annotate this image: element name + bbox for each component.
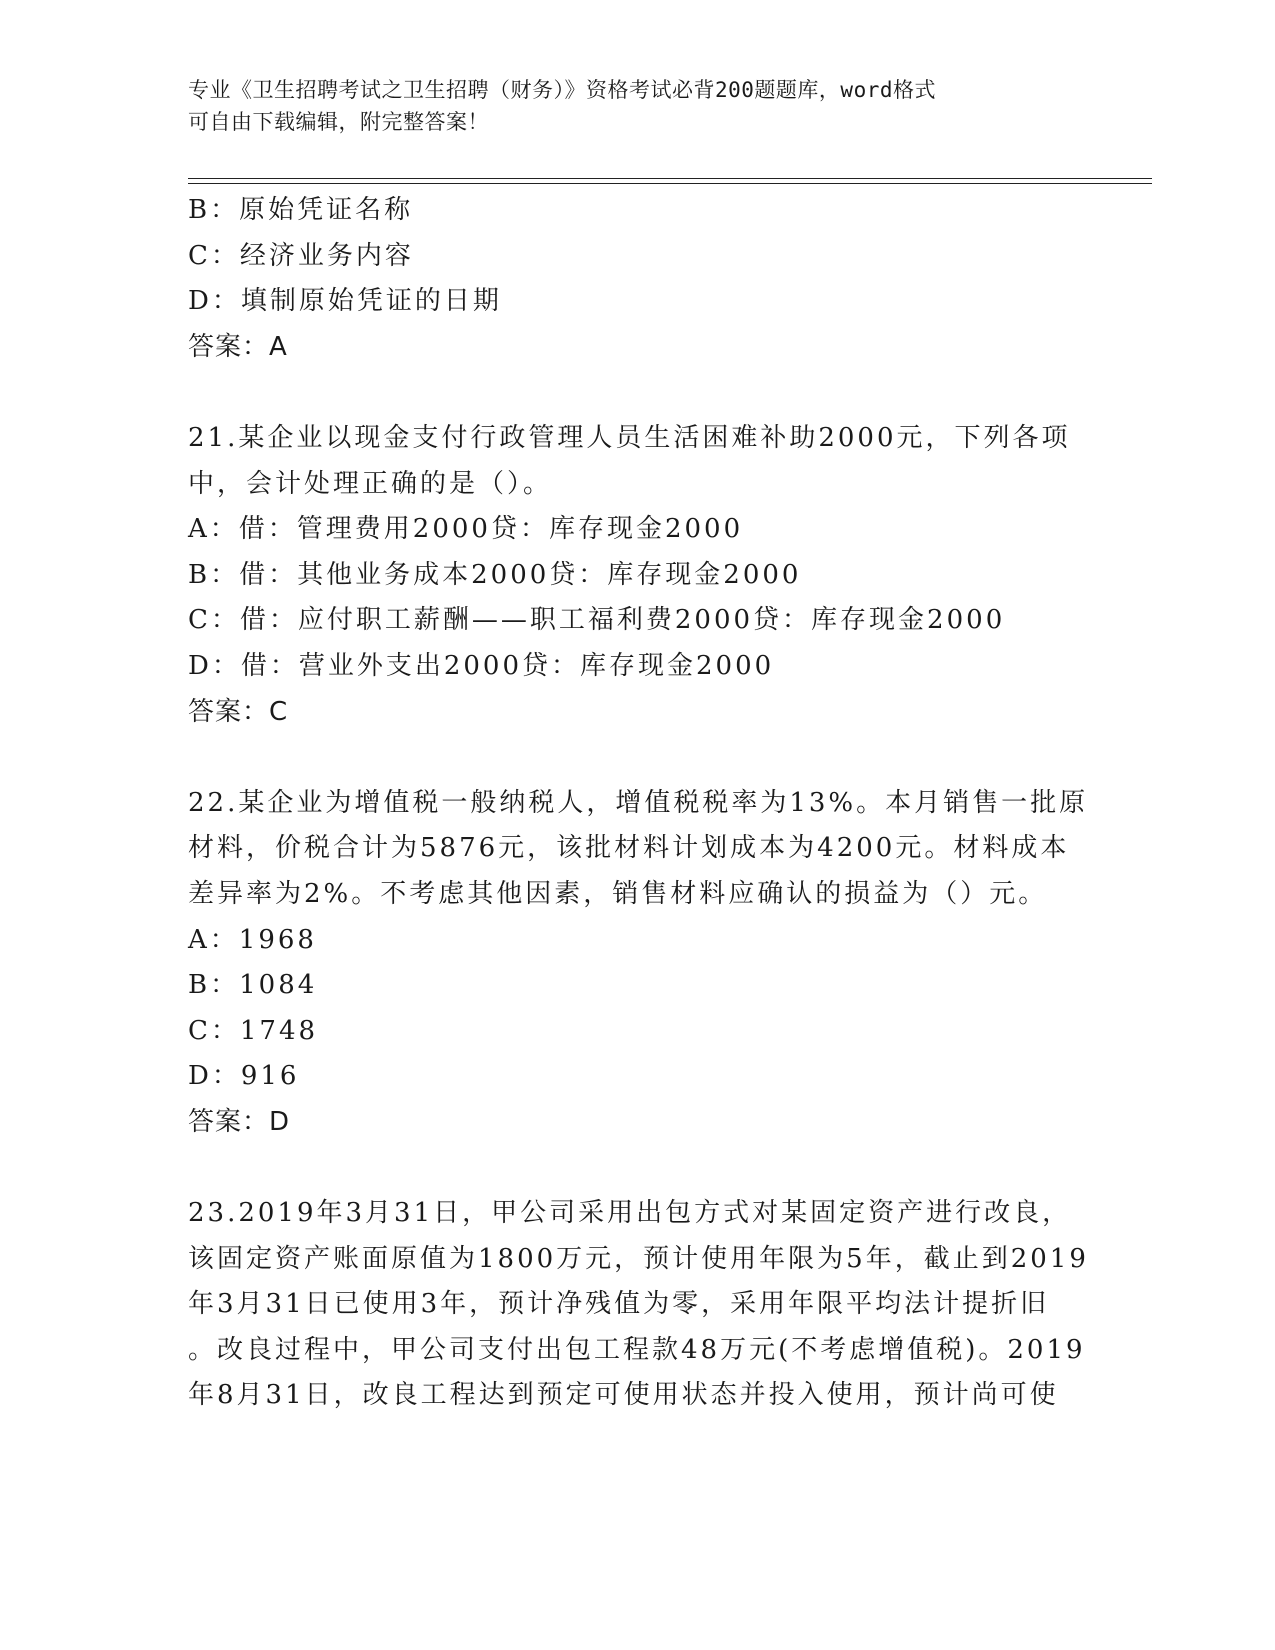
option-a: A：借：管理费用2000贷：库存现金2000 <box>188 514 744 545</box>
option-c: C：借：应付职工薪酬——职工福利费2000贷：库存现金2000 <box>188 605 1006 636</box>
option-d: D：填制原始凭证的日期 <box>188 286 502 317</box>
header-line-2: 可自由下载编辑，附完整答案！ <box>188 110 489 134</box>
question-block-21 <box>188 416 1088 735</box>
option-b: B：原始凭证名称 <box>188 195 414 225</box>
option-c: C：经济业务内容 <box>188 240 414 271</box>
spacer <box>188 1145 1088 1191</box>
spacer <box>188 370 1088 416</box>
question-stem-line: 22.某企业为增值税一般纳税人，增值税税率为13%。本月销售一批原 <box>188 787 1089 818</box>
question-stem-line: 年3月31日已使用3年，预计净残值为零，采用年限平均法计提折旧 <box>188 1289 1050 1320</box>
question-stem-line: 。改良过程中，甲公司支付出包工程款48万元(不考虑增值税)。2019 <box>188 1334 1086 1365</box>
header-line-1: 专业《卫生招聘考试之卫生招聘（财务）》资格考试必背200题题库，word格式 <box>188 78 936 102</box>
question-stem-line: 23.2019年3月31日，甲公司采用出包方式对某固定资产进行改良， <box>188 1198 1072 1229</box>
document-header <box>188 74 1088 138</box>
answer-line: 答案：C <box>188 696 289 727</box>
option-b: B：借：其他业务成本2000贷：库存现金2000 <box>188 559 802 590</box>
question-stem-line: 该固定资产账面原值为1800万元，预计使用年限为5年，截止到2019 <box>188 1243 1089 1274</box>
question-stem-line: 21.某企业以现金支付行政管理人员生活困难补助2000元，下列各项 <box>188 422 1071 453</box>
question-block-23 <box>188 1191 1088 1419</box>
question-block-prev <box>188 188 1088 370</box>
option-d: D：916 <box>188 1061 300 1092</box>
document-body <box>188 188 1088 1419</box>
option-c: C：1748 <box>188 1015 319 1046</box>
question-stem-line: 差异率为2%。不考虑其他因素，销售材料应确认的损益为（）元。 <box>188 878 1048 909</box>
answer-line: 答案：D <box>188 1106 291 1137</box>
option-d: D：借：营业外支出2000贷：库存现金2000 <box>188 650 775 681</box>
header-divider-top <box>188 178 1152 179</box>
answer-line: 答案：A <box>188 331 288 362</box>
question-stem-line: 材料，价税合计为5876元，该批材料计划成本为4200元。材料成本 <box>188 833 1070 864</box>
header-divider-bottom <box>188 183 1152 184</box>
spacer <box>188 735 1088 781</box>
question-stem-line: 中，会计处理正确的是（）。 <box>188 468 553 499</box>
question-stem-line: 年8月31日，改良工程达到预定可使用状态并投入使用，预计尚可使 <box>188 1380 1059 1411</box>
option-b: B：1084 <box>188 970 318 1001</box>
option-a: A：1968 <box>188 924 317 955</box>
question-block-22 <box>188 781 1088 1146</box>
